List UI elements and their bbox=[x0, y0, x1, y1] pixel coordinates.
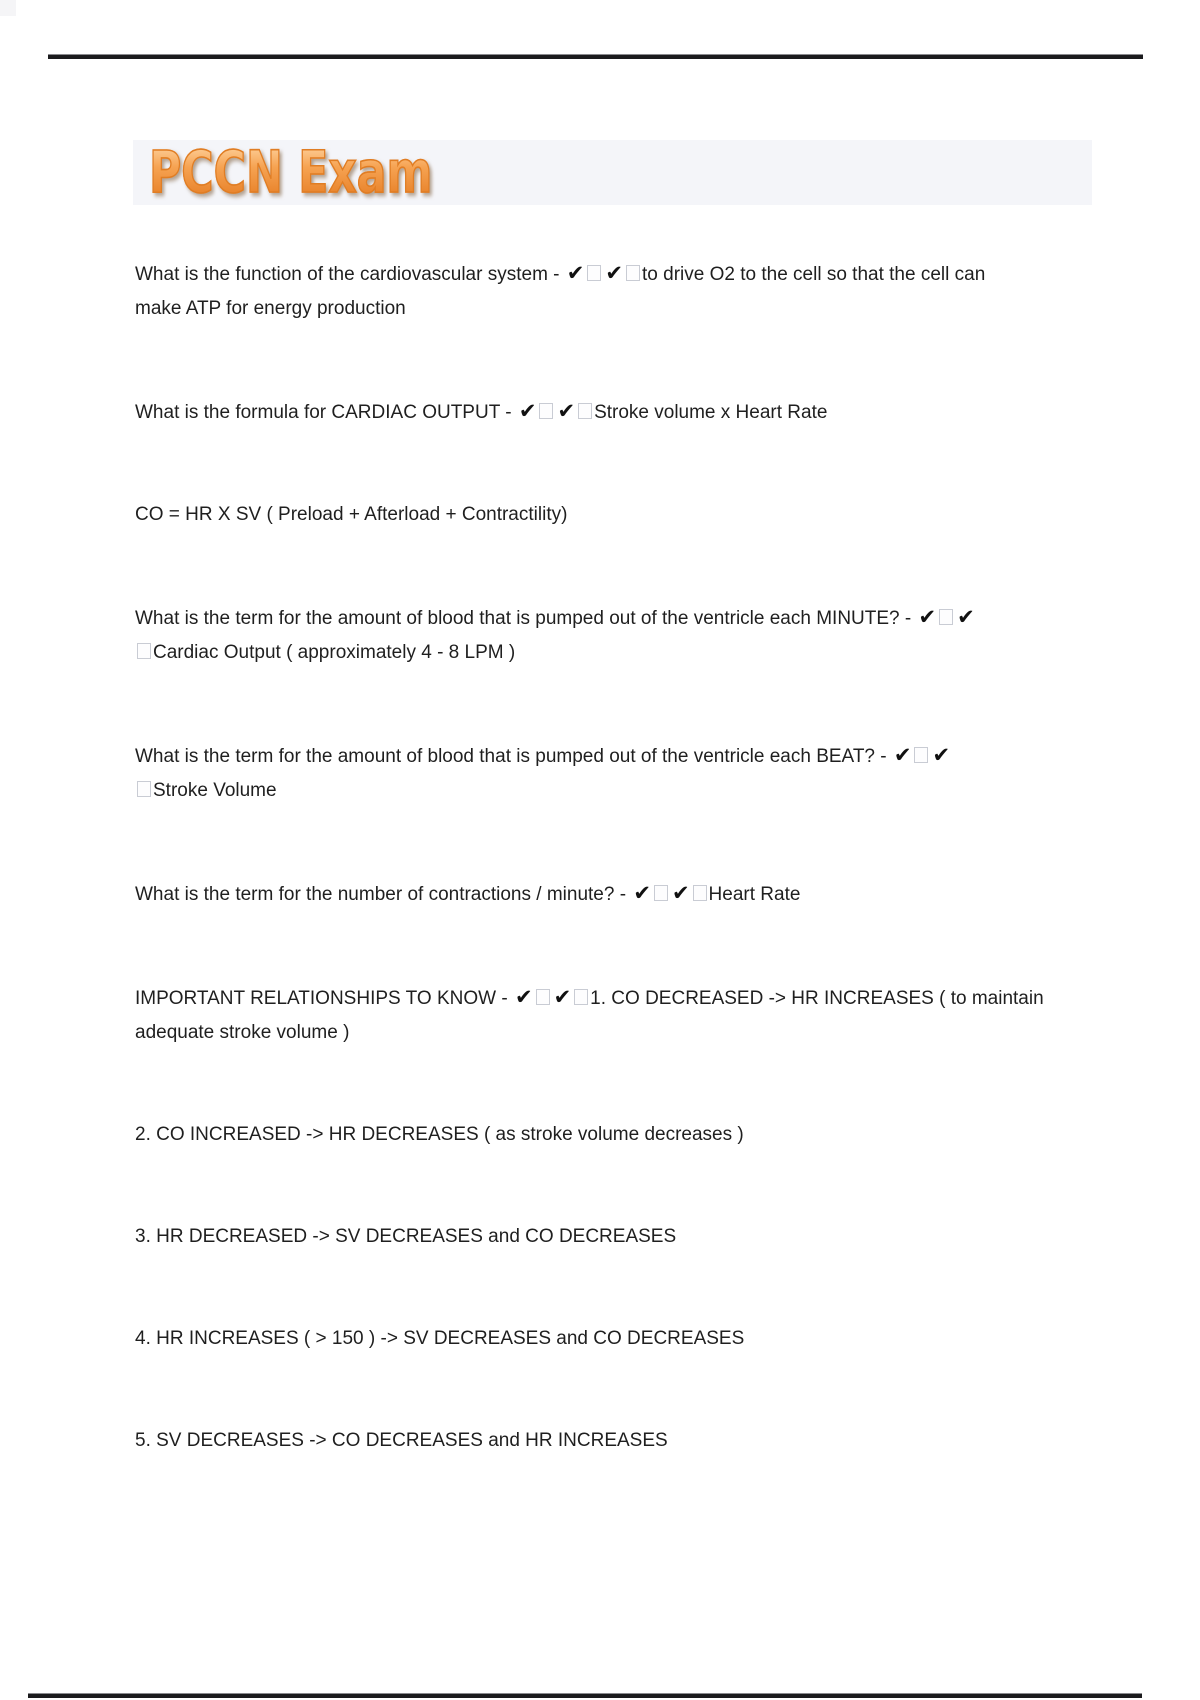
checkmark-icon: ✔ bbox=[918, 605, 937, 629]
text-line: CO = HR X SV ( Preload + Afterload + Contractility) bbox=[135, 504, 568, 525]
qa-paragraph-4 bbox=[135, 600, 1085, 670]
title-banner bbox=[133, 140, 1092, 205]
qa-paragraph-11 bbox=[135, 1424, 1085, 1458]
qa-paragraph-7 bbox=[135, 980, 1085, 1050]
text-line: What is the term for the amount of blood that is pumped out of the ventricle each MINUTE? - ✔ ✔ bbox=[135, 605, 975, 629]
checkmark-icon: ✔ bbox=[893, 743, 912, 767]
checkmark-icon: ✔ bbox=[566, 261, 585, 285]
checkmark-icon: ✔ bbox=[957, 605, 975, 629]
text-line: 3. HR DECREASED -> SV DECREASES and CO DECREASES bbox=[135, 1226, 677, 1247]
empty-box-glyph bbox=[914, 747, 928, 763]
empty-box-glyph bbox=[574, 989, 588, 1005]
empty-box-glyph bbox=[137, 781, 151, 797]
empty-box-glyph bbox=[693, 885, 707, 901]
bottom-horizontal-rule bbox=[28, 1694, 1142, 1698]
checkmark-icon: ✔ bbox=[605, 261, 624, 285]
qa-paragraph-1 bbox=[135, 256, 1085, 326]
checkmark-icon: ✔ bbox=[514, 985, 533, 1009]
checkmark-icon: ✔ bbox=[633, 881, 651, 905]
checkmark-icon: ✔ bbox=[518, 399, 537, 423]
text-line: What is the term for the number of contractions / minute? - ✔ ✔ Heart Rate bbox=[135, 881, 801, 905]
qa-paragraph-2 bbox=[135, 394, 1085, 430]
text-line: Cardiac Output ( approximately 4 - 8 LPM ) bbox=[135, 636, 1085, 670]
empty-box-glyph bbox=[587, 265, 601, 281]
qa-paragraph-9 bbox=[135, 1220, 1085, 1254]
top-horizontal-rule bbox=[48, 55, 1143, 59]
text-line: adequate stroke volume ) bbox=[135, 1022, 350, 1043]
qa-paragraph-8 bbox=[135, 1118, 1085, 1152]
checkmark-icon: ✔ bbox=[557, 399, 576, 423]
empty-box-glyph bbox=[626, 265, 640, 281]
empty-box-glyph bbox=[578, 403, 592, 419]
qa-paragraph-5 bbox=[135, 738, 1085, 808]
empty-box-glyph bbox=[539, 403, 553, 419]
qa-paragraph-10 bbox=[135, 1322, 1085, 1356]
text-line: IMPORTANT RELATIONSHIPS TO KNOW - ✔ ✔ 1. CO DECREASED -> HR INCREASES ( to maintain bbox=[135, 985, 1044, 1009]
text-line: 5. SV DECREASES -> CO DECREASES and HR INCREASES bbox=[135, 1430, 668, 1451]
empty-box-glyph bbox=[939, 609, 953, 625]
empty-box-glyph bbox=[536, 989, 550, 1005]
checkmark-icon: ✔ bbox=[671, 881, 690, 905]
text-line: Stroke Volume bbox=[135, 774, 1085, 808]
text-line: 2. CO INCREASED -> HR DECREASES ( as stroke volume decreases ) bbox=[135, 1124, 744, 1145]
scan-corner-artifact bbox=[0, 0, 16, 16]
page-title: PCCN Exam bbox=[149, 138, 433, 206]
empty-box-glyph bbox=[137, 643, 151, 659]
qa-paragraph-3 bbox=[135, 498, 1085, 532]
text-line: make ATP for energy production bbox=[135, 298, 406, 319]
checkmark-icon: ✔ bbox=[932, 743, 951, 767]
document-body bbox=[135, 256, 1085, 1526]
empty-box-glyph bbox=[654, 885, 668, 901]
text-line: What is the function of the cardiovascular system - ✔ ✔ to drive O2 to the cell so that the cell can bbox=[135, 261, 986, 285]
checkmark-icon: ✔ bbox=[553, 985, 572, 1009]
text-line: What is the term for the amount of blood that is pumped out of the ventricle each BEAT? - ✔ ✔ bbox=[135, 743, 951, 767]
text-line: What is the formula for CARDIAC OUTPUT - ✔ ✔ Stroke volume x Heart Rate bbox=[135, 399, 828, 423]
qa-paragraph-6 bbox=[135, 876, 1085, 912]
text-line: 4. HR INCREASES ( > 150 ) -> SV DECREASES and CO DECREASES bbox=[135, 1328, 745, 1349]
